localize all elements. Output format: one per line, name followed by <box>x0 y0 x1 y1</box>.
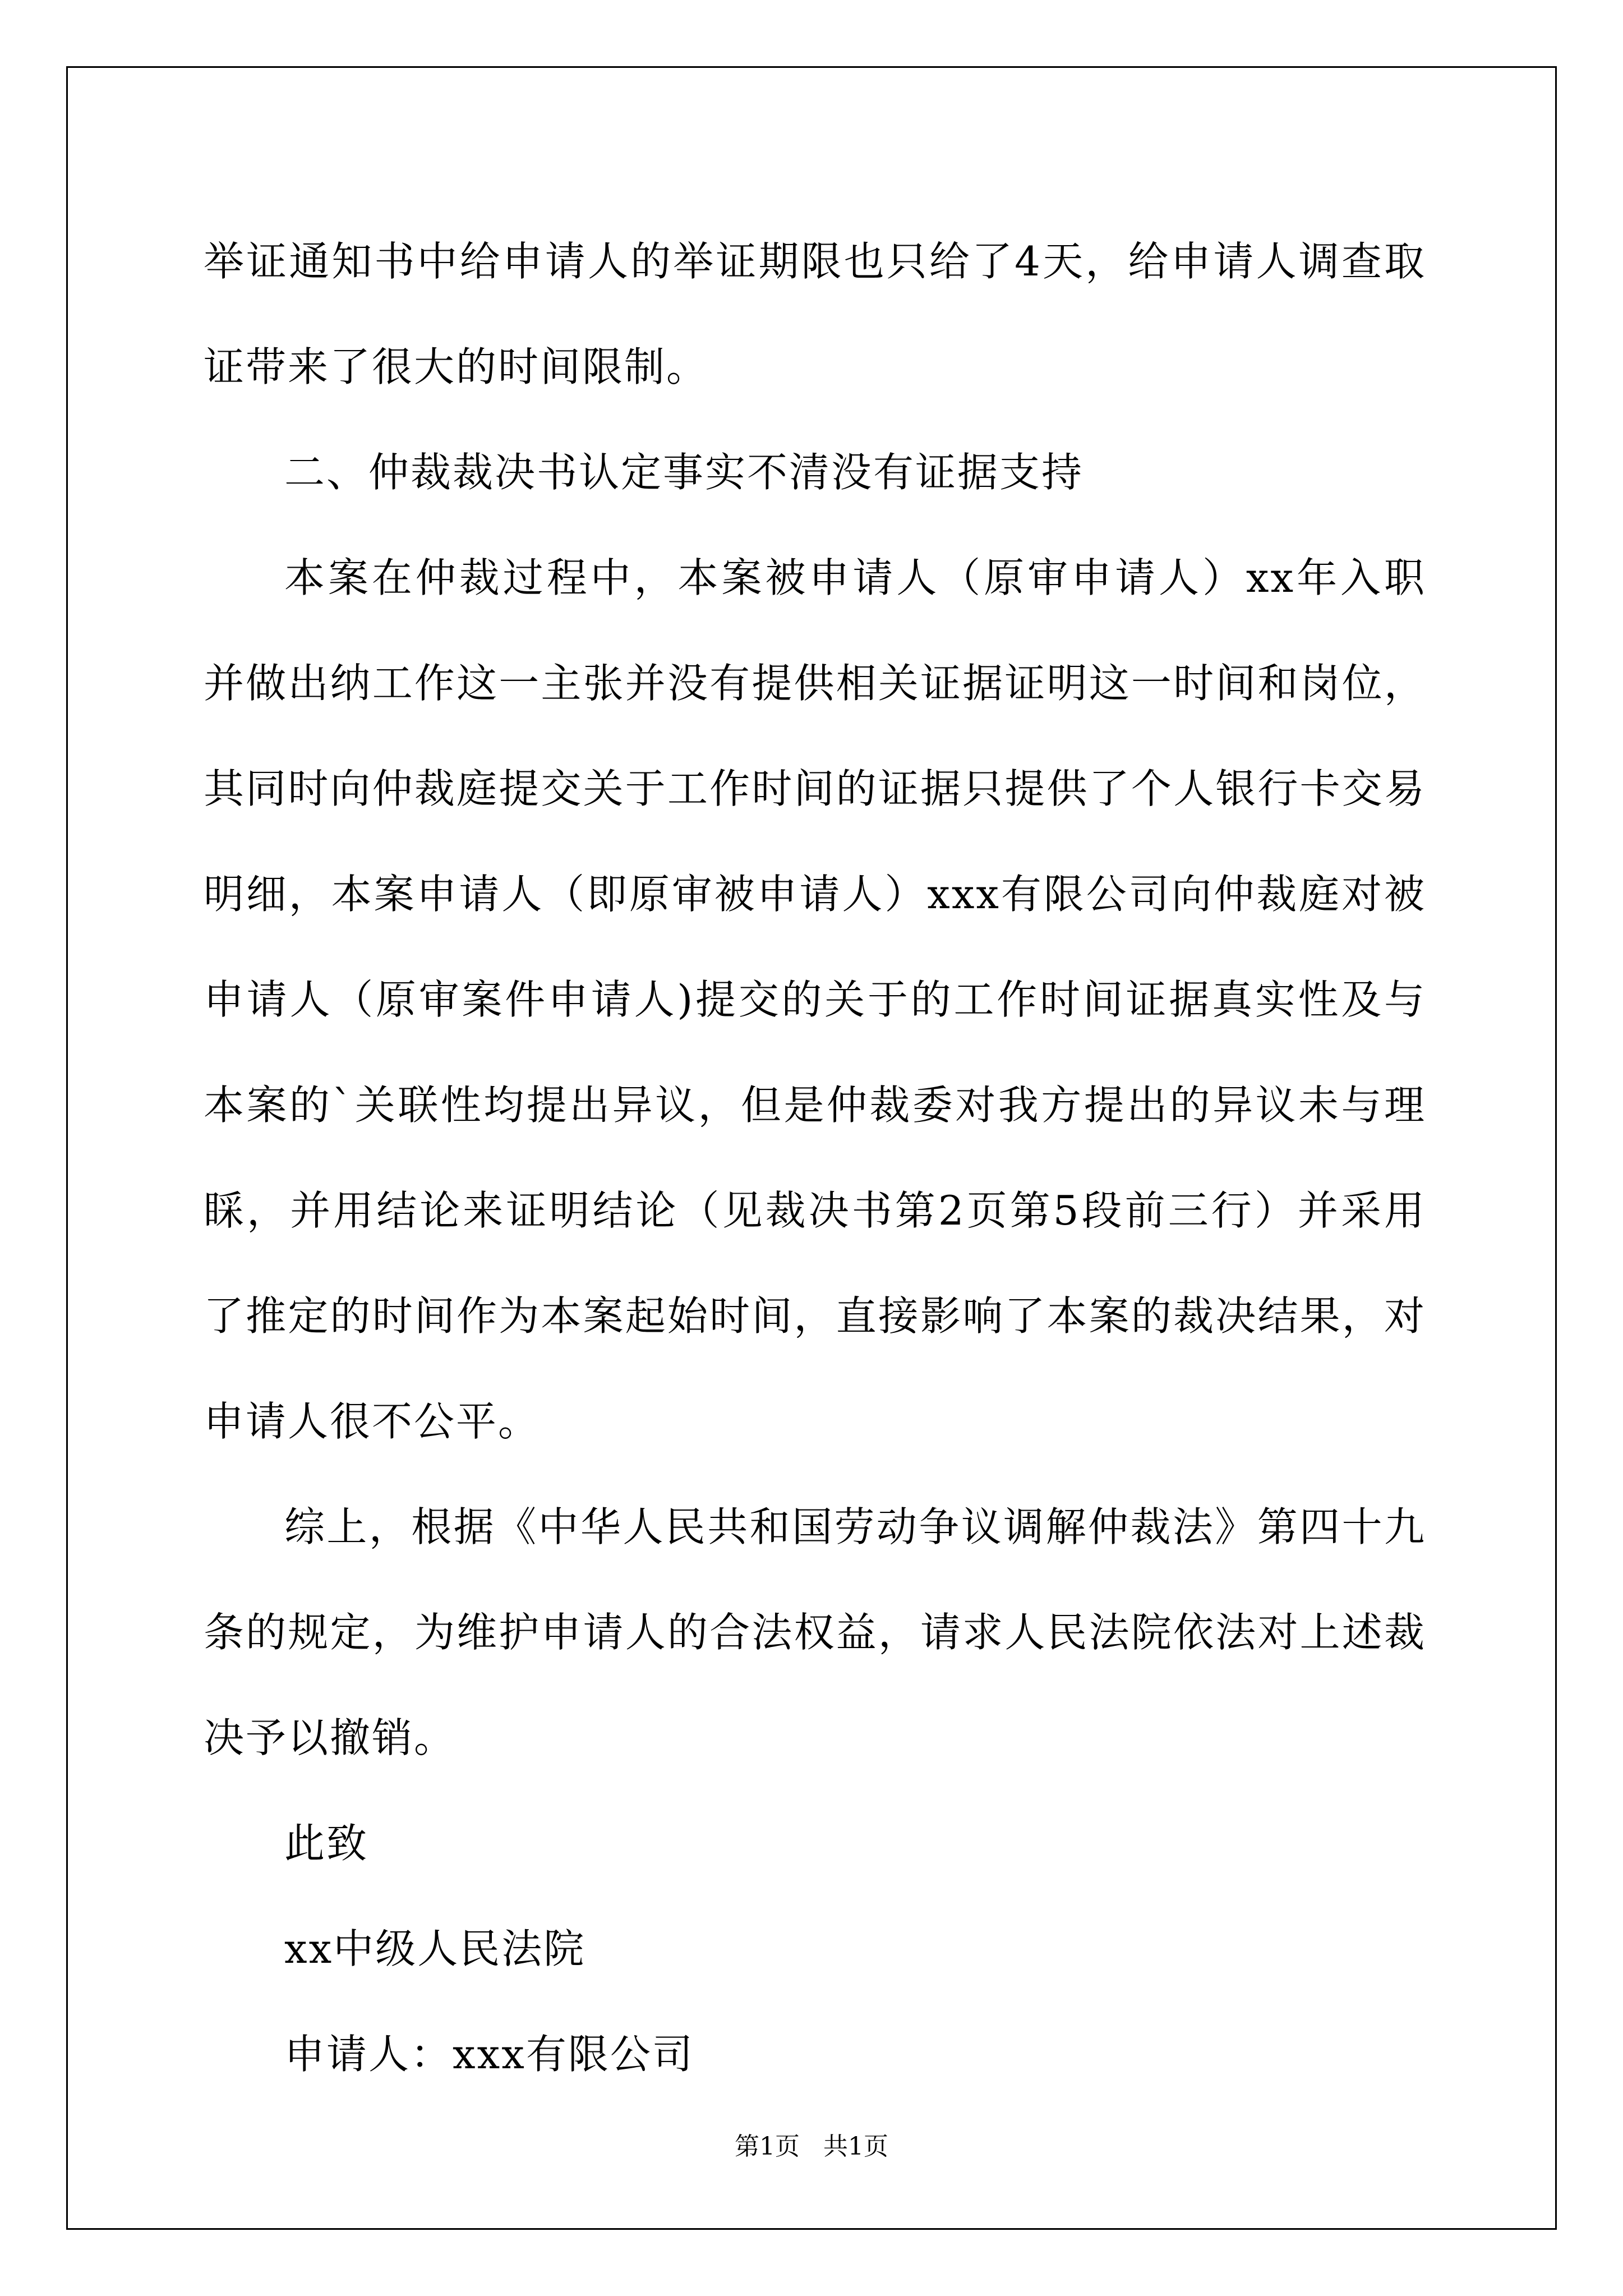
paragraph-conclusion: 综上，根据《中华人民共和国劳动争议调解仲裁法》第四十九条的规定，为维护申请人的合法权益，请求人民法院依法对上述裁决予以撤销。 <box>204 1503 1426 1761</box>
salutation: 此致 <box>284 1820 369 1867</box>
paragraph-evidence-deadline: 举证通知书中给申请人的举证期限也只给了4天，给申请人调查取证带来了很大的时间限制。 <box>204 238 1426 390</box>
page-number: 第1页 共1页 <box>735 2132 888 2161</box>
paragraph-facts: 本案在仲裁过程中，本案被申请人（原审申请人）xx年入职并做出纳工作这一主张并没有提供相关证据证明这一时间和岗位，其同时向仲裁庭提交关于工作时间的证据只提供了个人银行卡交易明细，本案申请人（即原审被申请人）xxx有限公司向仲裁庭对被申请人（原审案件申请人)提交的关于的工作时间证据真实性及与本案的`关联性均提出异议，但是仲裁委对我方提出的异议未与理睬，并用结论来证明结论（见裁决书第2页第5段前三行）并采用了推定的时间作为本案起始时间，直接影响了本案的裁决结果，对申请人很不公平。 <box>204 554 1426 1445</box>
document-body <box>204 209 1426 2107</box>
addressee-court: xx中级人民法院 <box>284 1925 586 1972</box>
section-heading-two: 二、仲裁裁决书认定事实不清没有证据支持 <box>284 449 1084 496</box>
applicant-line: 申请人：xxx有限公司 <box>284 2031 694 2078</box>
